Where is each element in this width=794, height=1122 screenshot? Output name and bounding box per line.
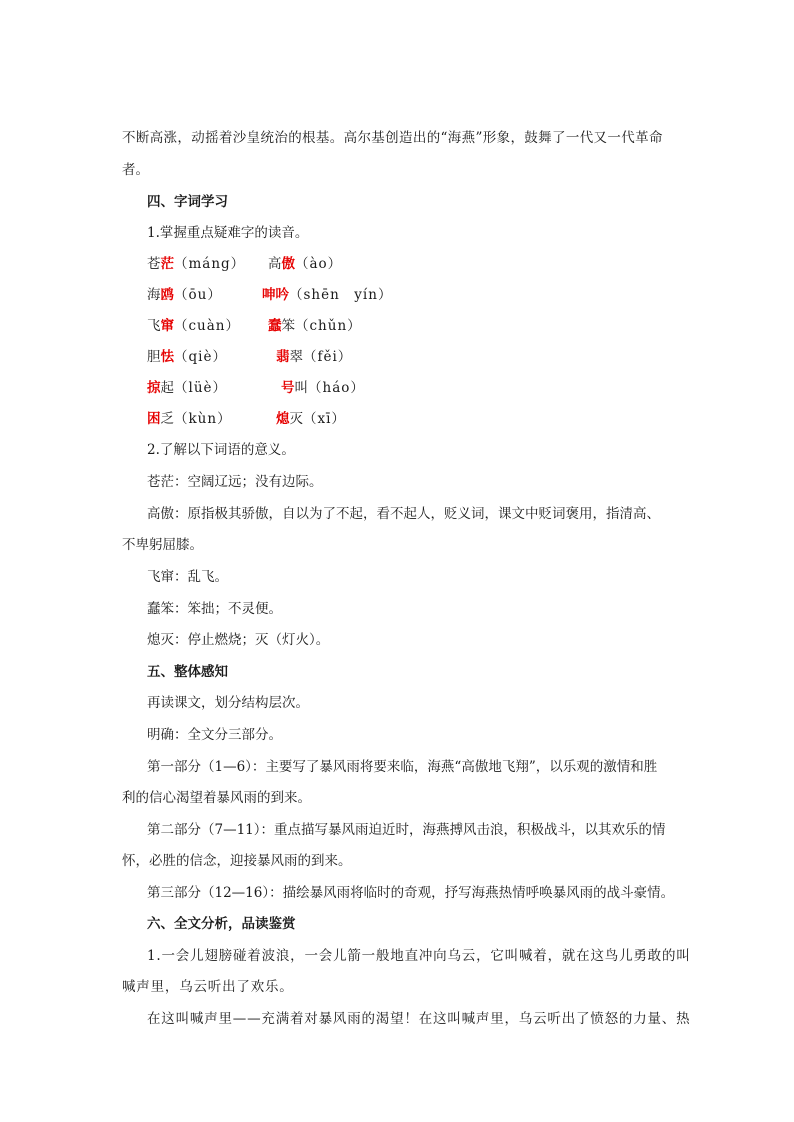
pronunciation-item-right [276, 409, 346, 429]
pronunciation-item-left [147, 380, 227, 396]
part1-line-2: 利的信心渴望着暴风雨的到来。 [122, 790, 311, 806]
section5-heading: 五、整体感知 [147, 664, 228, 680]
key-character: 茫 [160, 256, 174, 272]
pinyin: （lüè） [174, 380, 228, 396]
word-suffix: 灭 [289, 411, 303, 427]
pronunciation-item-left [147, 256, 245, 272]
section4-item2: 2.了解以下词语的意义。 [147, 442, 295, 458]
part2-line-1: 第二部分（7—11）：重点描写暴风雨迫近时，海燕搏风击浪，积极战斗，以其欢乐的情 [147, 822, 666, 838]
pronunciation-item-left [147, 411, 232, 427]
key-character: 傲 [281, 256, 295, 272]
pinyin: （chǔn） [295, 318, 362, 334]
part1-line-1: 第一部分（1—6）：主要写了暴风雨将要来临，海燕“高傲地飞翔”，以乐观的激情和胜 [147, 759, 658, 775]
definition-gaoao-line-2: 不卑躬屈膝。 [122, 537, 203, 553]
word-prefix: 高 [268, 256, 282, 272]
key-character: 鸥 [160, 287, 174, 303]
pinyin: （háo） [308, 380, 365, 396]
pronunciation-item-right [268, 316, 362, 336]
key-character: 蠢 [268, 318, 282, 334]
pinyin: （kùn） [174, 411, 232, 427]
pronunciation-row [147, 378, 707, 398]
key-character: 呻吟 [262, 287, 289, 303]
question1-line-2: 喊声里，乌云听出了欢乐。 [122, 979, 294, 995]
word-prefix: 胆 [147, 349, 161, 365]
key-character: 困 [147, 411, 161, 427]
key-character: 熄 [276, 411, 290, 427]
word-prefix: 苍 [147, 256, 161, 272]
pronunciation-item-right [262, 285, 392, 305]
pronunciation-item-right [276, 347, 352, 367]
intro-line-2: 者。 [122, 162, 149, 178]
pinyin: （xī） [303, 411, 346, 427]
word-suffix: 叫 [294, 380, 308, 396]
definition-feicuan: 飞窜：乱飞。 [147, 569, 228, 585]
part2-line-2: 怀，必胜的信念，迎接暴风雨的到来。 [122, 853, 352, 869]
key-character: 掠 [147, 380, 161, 396]
intro-line-1: 不断高涨，动摇着沙皇统治的根基。高尔基创造出的“海燕”形象，鼓舞了一代又一代革命 [122, 130, 663, 146]
part3-line: 第三部分（12—16）：描绘暴风雨将临时的奇观，抒写海燕热情呼唤暴风雨的战斗豪情。 [147, 885, 675, 901]
definition-chunben: 蠢笨：笨拙；不灵便。 [147, 601, 282, 617]
definition-cangmang: 苍茫：空阔辽远；没有边际。 [147, 474, 323, 490]
key-character: 窜 [160, 318, 174, 334]
key-character: 号 [281, 380, 295, 396]
pinyin: （ào） [295, 256, 343, 272]
section4-heading: 四、字词学习 [147, 194, 228, 210]
pronunciation-item-left [147, 318, 240, 334]
pinyin: （ōu） [174, 287, 222, 303]
pronunciation-row [147, 316, 707, 336]
word-suffix: 翠 [289, 349, 303, 365]
pinyin: （shēn yín） [289, 287, 393, 303]
answer1-line-1: 在这叫喊声里——充满着对暴风雨的渴望！在这叫喊声里，乌云听出了愤怒的力量、热 [147, 1011, 691, 1027]
pronunciation-row [147, 409, 707, 429]
word-prefix: 飞 [147, 318, 161, 334]
section4-item1: 1.掌握重点疑难字的读音。 [147, 225, 309, 241]
pinyin: （fěi） [303, 349, 353, 365]
pronunciation-item-left [147, 349, 227, 365]
section5-para-2: 明确：全文分三部分。 [147, 727, 282, 743]
definition-ximie: 熄灭：停止燃烧；灭（灯火）。 [147, 632, 330, 648]
key-character: 翡 [276, 349, 290, 365]
pronunciation-row [147, 347, 707, 367]
pronunciation-item-left [147, 287, 222, 303]
pronunciation-item-right [281, 378, 365, 398]
question1-line-1: 1.一会儿翅膀碰着波浪，一会儿箭一般地直冲向乌云，它叫喊着，就在这鸟儿勇敢的叫 [147, 948, 691, 964]
pinyin: （máng） [174, 256, 246, 272]
definition-gaoao-line-1: 高傲：原指极其骄傲，自以为了不起，看不起人，贬义词，课文中贬词褒用，指清高、 [147, 506, 660, 522]
word-suffix: 笨 [281, 318, 295, 334]
word-suffix: 乏 [160, 411, 174, 427]
pronunciation-row [147, 285, 707, 305]
section6-heading: 六、全文分析，品读鉴赏 [147, 916, 296, 932]
word-suffix: 起 [160, 380, 174, 396]
key-character: 怯 [160, 349, 174, 365]
word-prefix: 海 [147, 287, 161, 303]
pinyin: （qiè） [174, 349, 227, 365]
pinyin: （cuàn） [174, 318, 240, 334]
pronunciation-item-right [268, 254, 342, 274]
pronunciation-row [147, 254, 707, 274]
section5-para-1: 再读课文，划分结构层次。 [147, 695, 309, 711]
